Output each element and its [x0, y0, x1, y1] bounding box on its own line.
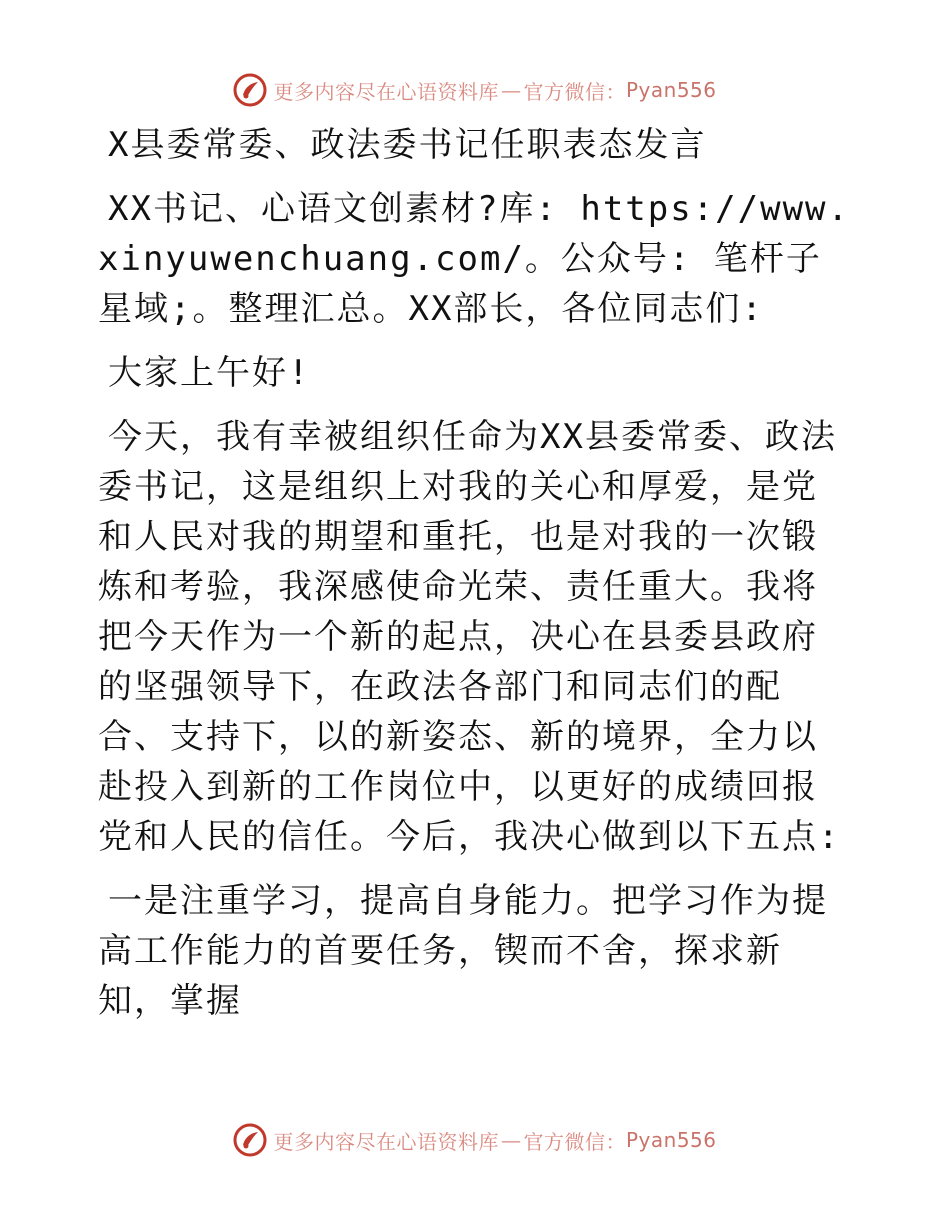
red-seal-logo-icon	[233, 1123, 267, 1157]
banner-wechat-id: Pyan556	[625, 78, 717, 102]
paragraph-greeting: 大家上午好!	[108, 353, 311, 393]
header-banner	[0, 70, 950, 110]
banner-text: 更多内容尽在心语资料库	[273, 79, 499, 104]
banner-text: 更多内容尽在心语资料库	[273, 1129, 499, 1154]
banner-wechat-id: Pyan556	[625, 1128, 717, 1152]
paragraph-main: 今天，我有幸被组织任命为XX县委常委、政法委书记，这是组织上对我的关心和厚爱，是党和人民对我的期望和重托，也是对我的一次锻炼和考验，我深感使命光荣、责任重大。我将把今天作为一个新的起点，决心在县委县政府的坚强领导下，在政法各部门和同志们的配合、支持下，以的新姿态、新的境界，全力以赴投入到新的工作岗位中，以更好的成绩回报党和人民的信任。今后，我决心做到以下五点:	[98, 417, 841, 857]
document-title: X县委常委、政法委书记任职表态发言	[108, 125, 707, 165]
banner-separator: —	[500, 1128, 522, 1152]
red-seal-logo-icon	[233, 73, 267, 107]
banner-wechat-label: 官方微信：	[523, 79, 626, 104]
banner-wechat-label: 官方微信：	[523, 1129, 626, 1154]
banner-separator: —	[500, 78, 522, 102]
footer-banner	[0, 1120, 950, 1160]
paragraph-point-one: 一是注重学习，提高自身能力。把学习作为提高工作能力的首要任务，锲而不舍，探求新知，掌握	[98, 881, 828, 1021]
paragraph-salutation: XX书记、心语文创素材?库: https://www.xinyuwenchuang.com/。公众号: 笔杆子星域;。整理汇总。XX部长，各位同志们:	[98, 189, 850, 329]
document-body	[98, 120, 850, 1040]
